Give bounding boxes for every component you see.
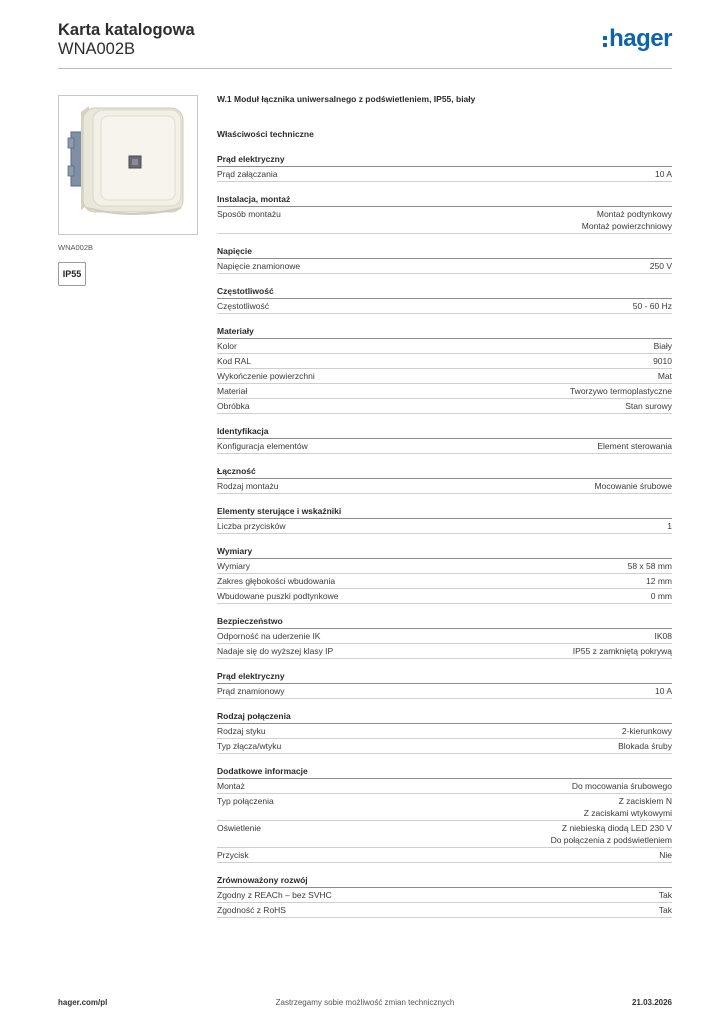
- switch-module-illustration: [59, 96, 197, 234]
- section-title: Prąd elektryczny: [217, 670, 672, 684]
- spec-value-line: Z niebieską diodą LED 230 V: [561, 823, 672, 833]
- spec-section: [217, 615, 672, 659]
- spec-content: [217, 93, 672, 929]
- spec-label: Kolor: [217, 341, 237, 351]
- page-header: [58, 20, 195, 59]
- spec-label: Prąd znamionowy: [217, 686, 285, 696]
- spec-value: [667, 520, 672, 532]
- spec-value-line: Z zaciskami wtykowymi: [583, 808, 672, 818]
- spec-value-line: 10 A: [654, 169, 672, 179]
- spec-label: Liczba przycisków: [217, 521, 286, 531]
- section-title: Bezpieczeństwo: [217, 615, 672, 629]
- spec-row: [217, 167, 672, 182]
- spec-row: [217, 739, 672, 754]
- properties-title: Właściwości techniczne: [217, 129, 314, 139]
- spec-label: Wykończenie powierzchni: [217, 371, 315, 381]
- spec-row: [217, 369, 672, 384]
- spec-section: [217, 193, 672, 234]
- spec-section: [217, 670, 672, 699]
- footer-url: hager.com/pl: [58, 998, 108, 1007]
- spec-value: [572, 780, 672, 792]
- spec-label: Prąd załączania: [217, 169, 278, 179]
- spec-label: Montaż: [217, 781, 245, 791]
- spec-row: [217, 821, 672, 848]
- spec-row: [217, 574, 672, 589]
- logo-text: hager: [609, 25, 672, 52]
- spec-value-line: Montaż powierzchniowy: [581, 221, 672, 231]
- section-title: Instalacja, montaż: [217, 193, 672, 207]
- spec-value-line: 50 - 60 Hz: [632, 301, 672, 311]
- spec-section: [217, 765, 672, 863]
- spec-row: [217, 724, 672, 739]
- spec-label: Kod RAL: [217, 356, 252, 366]
- spec-value-line: Stan surowy: [625, 401, 672, 411]
- section-title: Zrównoważony rozwój: [217, 874, 672, 888]
- spec-value-line: 0 mm: [650, 591, 672, 601]
- spec-value-line: Biały: [653, 341, 672, 351]
- section-title: Częstotliwość: [217, 285, 672, 299]
- product-name: W.1 Moduł łącznika uniwersalnego z podświetleniem, IP55, biały: [217, 94, 476, 104]
- section-title: Łączność: [217, 465, 672, 479]
- spec-row: [217, 903, 672, 918]
- spec-value: [570, 385, 672, 397]
- spec-row: [217, 559, 672, 574]
- spec-value: [618, 740, 672, 752]
- spec-label: Rodzaj montażu: [217, 481, 279, 491]
- spec-label: Sposób montażu: [217, 209, 281, 219]
- spec-value: [659, 849, 672, 861]
- spec-value: [651, 590, 672, 602]
- spec-row: [217, 644, 672, 659]
- spec-value-line: IK08: [654, 631, 672, 641]
- hager-logo: [603, 26, 672, 52]
- spec-value: [659, 904, 672, 916]
- spec-label: Obróbka: [217, 401, 250, 411]
- spec-row: [217, 684, 672, 699]
- spec-section: [217, 153, 672, 182]
- image-caption: WNA002B: [58, 243, 94, 252]
- spec-label: Rodzaj styku: [217, 726, 266, 736]
- spec-label: Konfiguracja elementów: [217, 441, 308, 451]
- footer-date: 21.03.2026: [631, 998, 672, 1007]
- spec-label: Częstotliwość: [217, 301, 269, 311]
- spec-value: [633, 300, 672, 312]
- spec-row: [217, 779, 672, 794]
- spec-row: [217, 207, 672, 234]
- document-title: Karta katalogowa: [58, 21, 195, 39]
- spec-row: [217, 259, 672, 274]
- spec-value-line: IP55 z zamkniętą pokrywą: [572, 646, 672, 656]
- spec-label: Nadaje się do wyższej klasy IP: [217, 646, 334, 656]
- header-divider: [58, 68, 672, 69]
- spec-value: [628, 560, 672, 572]
- spec-label: Typ złącza/wtyku: [217, 741, 282, 751]
- logo-dots-icon: [603, 36, 607, 47]
- spec-value: [582, 208, 672, 232]
- spec-value: [595, 480, 672, 492]
- spec-row: [217, 439, 672, 454]
- spec-row: [217, 299, 672, 314]
- spec-label: Przycisk: [217, 850, 249, 860]
- spec-value-line: Mat: [657, 371, 672, 381]
- spec-label: Wymiary: [217, 561, 250, 571]
- spec-value: [658, 370, 672, 382]
- spec-row: [217, 519, 672, 534]
- section-title: Materiały: [217, 325, 672, 339]
- spec-value-line: Tak: [658, 905, 672, 915]
- product-code: WNA002B: [58, 40, 136, 58]
- product-image: [58, 95, 198, 235]
- spec-row: [217, 354, 672, 369]
- spec-row: [217, 339, 672, 354]
- section-title: Elementy sterujące i wskaźniki: [217, 505, 672, 519]
- spec-section: [217, 505, 672, 534]
- spec-row: [217, 794, 672, 821]
- spec-row: [217, 399, 672, 414]
- spec-value-line: Do połączenia z podświetleniem: [550, 835, 672, 845]
- spec-label: Zgodny z REACh – bez SVHC: [217, 890, 332, 900]
- spec-label: Oświetlenie: [217, 823, 261, 833]
- spec-section: [217, 425, 672, 454]
- spec-section: [217, 325, 672, 414]
- spec-value: [584, 795, 672, 819]
- spec-value-line: 10 A: [654, 686, 672, 696]
- ip-rating-badge: IP55: [58, 262, 86, 286]
- spec-value: [646, 575, 672, 587]
- spec-section: [217, 545, 672, 604]
- spec-section: [217, 285, 672, 314]
- spec-value-line: Element sterowania: [597, 441, 672, 451]
- spec-value: [653, 355, 672, 367]
- spec-section: [217, 874, 672, 918]
- spec-value-line: 2-kierunkowy: [621, 726, 672, 736]
- spec-sections: [217, 153, 672, 918]
- spec-value-line: Mocowanie śrubowe: [594, 481, 672, 491]
- spec-section: [217, 465, 672, 494]
- spec-label: Zakres głębokości wbudowania: [217, 576, 336, 586]
- spec-label: Zgodność z RoHS: [217, 905, 286, 915]
- spec-value-line: Blokada śruby: [618, 741, 672, 751]
- spec-row: [217, 888, 672, 903]
- spec-value: [597, 440, 672, 452]
- spec-value: [625, 400, 672, 412]
- footer-notice: Zastrzegamy sobie możliwość zmian technicznych: [275, 998, 455, 1007]
- spec-value-line: Tak: [658, 890, 672, 900]
- spec-value-line: Tworzywo termoplastyczne: [569, 386, 672, 396]
- spec-value: [551, 822, 672, 846]
- spec-value-line: 9010: [653, 356, 672, 366]
- spec-value-line: Do mocowania śrubowego: [571, 781, 672, 791]
- section-title: Dodatkowe informacje: [217, 765, 672, 779]
- spec-value-line: Montaż podtynkowy: [596, 209, 672, 219]
- spec-value: [655, 168, 672, 180]
- spec-section: [217, 710, 672, 754]
- section-title: Rodzaj połączenia: [217, 710, 672, 724]
- spec-row: [217, 479, 672, 494]
- spec-value-line: Z zaciskiem N: [618, 796, 672, 806]
- spec-value: [622, 725, 672, 737]
- section-title: Napięcie: [217, 245, 672, 259]
- spec-value-line: 12 mm: [646, 576, 672, 586]
- spec-value-line: Nie: [659, 850, 672, 860]
- spec-row: [217, 384, 672, 399]
- spec-value-line: 1: [667, 521, 672, 531]
- spec-label: Wbudowane puszki podtynkowe: [217, 591, 339, 601]
- spec-value-line: 250 V: [649, 261, 672, 271]
- spec-row: [217, 589, 672, 604]
- section-title: Identyfikacja: [217, 425, 672, 439]
- spec-value: [654, 340, 672, 352]
- section-title: Prąd elektryczny: [217, 153, 672, 167]
- spec-section: [217, 245, 672, 274]
- section-title: Wymiary: [217, 545, 672, 559]
- spec-value-line: 58 x 58 mm: [627, 561, 672, 571]
- spec-value: [655, 630, 673, 642]
- spec-label: Materiał: [217, 386, 248, 396]
- spec-label: Typ połączenia: [217, 796, 274, 806]
- spec-label: Odporność na uderzenie IK: [217, 631, 321, 641]
- spec-label: Napięcie znamionowe: [217, 261, 301, 271]
- spec-row: [217, 848, 672, 863]
- spec-row: [217, 629, 672, 644]
- spec-value: [655, 685, 672, 697]
- spec-value: [573, 645, 672, 657]
- spec-value: [650, 260, 672, 272]
- spec-value: [659, 889, 672, 901]
